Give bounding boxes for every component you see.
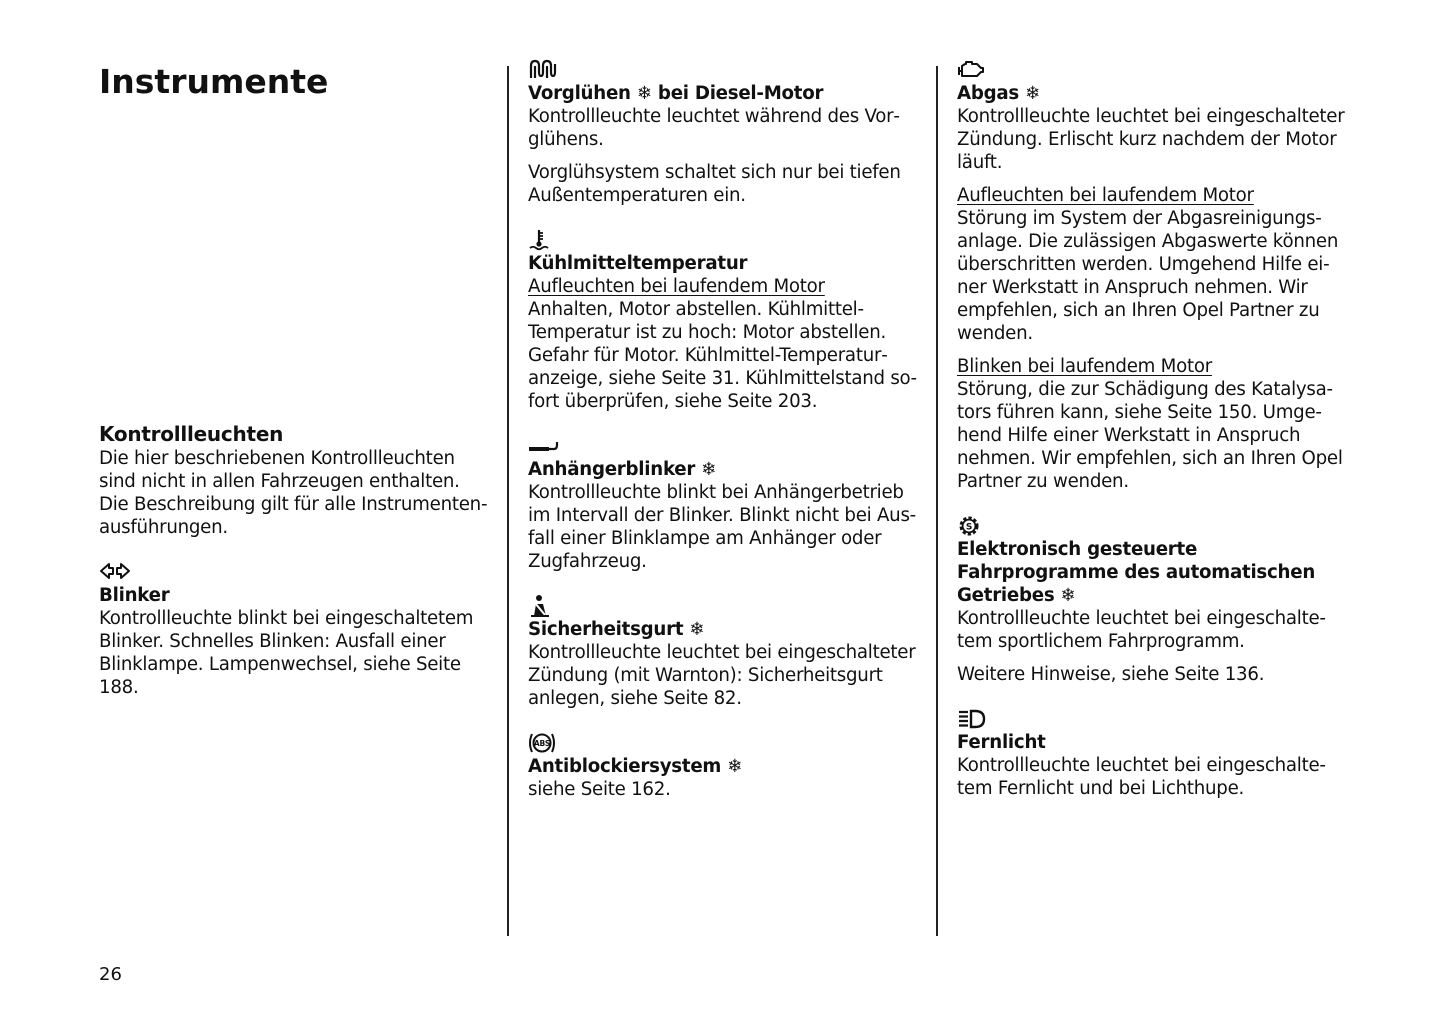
entry-text-blinker: Kontrollleuchte blinkt bei eingeschaltetem Blinker. Schnelles Blinken: Ausfall einer Blinklampe. Lampenwechsel, siehe Seite 188. [99,608,474,698]
entry-title-blinker: Blinker [99,585,170,606]
entry-sub-abgas-2 [957,355,1352,378]
entry-title-text: Vorglühen [528,83,631,104]
entry-title-text: Abgas [957,83,1019,104]
entry-text-getriebe-1: Kontrollleuchte leuchtet bei eingeschaltetem sportlichem Fahrprogramm. [957,608,1326,652]
snowflake-icon: ❄ [1060,585,1076,606]
entry-blinker [99,560,494,699]
entry-gurt [528,594,923,710]
turn-signal-arrows-icon [99,560,494,584]
entry-abs [528,731,923,801]
glow-plug-icon [528,58,923,82]
trailer-icon [528,434,923,458]
entry-title-kuehlmittel: Kühlmitteltemperatur [528,253,748,274]
snowflake-icon: ❄ [727,756,743,777]
entry-vorgluehen [528,58,923,207]
section-intro-text: Die hier beschriebenen Kontrollleuchten sind nicht in allen Fahrzeugen enthalten. Die Beschreibung gilt für alle Instrumentenausführungen. [99,448,488,538]
entry-getriebe [957,514,1352,686]
column-divider-left [507,66,509,936]
page-title: Instrumente [99,62,329,101]
entry-abgas [957,58,1352,493]
entry-text-fernlicht: Kontrollleuchte leuchtet bei eingeschaltetem Fernlicht und bei Lichthupe. [957,755,1326,799]
entry-title-vorgluehen [528,82,923,105]
snowflake-icon: ❄ [689,619,705,640]
entry-subtitle-abgas-1: Aufleuchten bei laufendem Motor [957,185,1254,206]
entry-title-suffix: bei Diesel-Motor [657,83,824,104]
column-middle [528,58,923,801]
entry-text-getriebe-2: Weitere Hinweise, siehe Seite 136. [957,664,1265,685]
sport-mode-gear-icon [957,514,1352,538]
seatbelt-icon [528,594,923,618]
engine-check-icon [957,58,1352,82]
entry-title-text: Sicherheitsgurt [528,619,684,640]
entry-text-anhaenger: Kontrollleuchte blinkt bei Anhängerbetrieb im Intervall der Blinker. Blinkt nicht bei Ausfall einer Blinklampe am Anhänger oder Zugfahrzeug. [528,482,917,572]
entry-text-kuehlmittel: Anhalten, Motor abstellen. Kühlmittel-Temperatur ist zu hoch: Motor abstellen. Gefahr für Motor. Kühlmittel-Temperaturanzeige, siehe Seite 31. Kühlmittelstand sofort überprüfen, siehe Seite 203. [528,299,918,412]
entry-text-gurt: Kontrollleuchte leuchtet bei eingeschalteter Zündung (mit Warnton): Sicherheitsgurt anlegen, siehe Seite 82. [528,642,916,709]
entry-text-abgas-1: Störung im System der Abgasreinigungsanlage. Die zulässigen Abgaswerte können überschritten werden. Umgehend Hilfe einer Werkstatt in Anspruch nehmen. Wir empfehlen, sich an Ihren Opel Partner zu wenden. [957,208,1339,344]
entry-title-anhaenger [528,458,923,481]
svg-text:S: S [965,522,973,533]
snowflake-icon: ❄ [701,459,717,480]
page-number: 26 [99,964,122,985]
section-heading-kontrollleuchten: Kontrollleuchten [99,422,284,446]
high-beam-icon [957,707,1352,731]
coolant-temperature-icon [528,228,923,252]
entry-text-abs: siehe Seite 162. [528,779,671,800]
entry-sub-abgas-1 [957,184,1352,207]
entry-title-text: Antiblockiersystem [528,756,722,777]
entry-kuehlmittel [528,228,923,413]
entry-title-text: Anhängerblinker [528,459,696,480]
entry-title-abgas [957,82,1352,105]
entry-text-vorgluehen-1: Kontrollleuchte leuchtet während des Vorglühens. [528,106,900,150]
entry-subtitle-kuehlmittel: Aufleuchten bei laufendem Motor [528,276,825,297]
column-divider-right [936,66,938,936]
entry-title-gurt [528,618,923,641]
entry-fernlicht [957,707,1352,800]
entry-title-getriebe [957,538,1352,607]
abs-icon [528,731,923,755]
snowflake-icon: ❄ [636,83,652,104]
entry-title-abs [528,755,923,778]
snowflake-icon: ❄ [1025,83,1041,104]
entry-title-fernlicht: Fernlicht [957,732,1046,753]
column-left [99,58,494,699]
entry-anhaenger [528,434,923,573]
abs-icon-label: ABS [533,739,551,748]
column-right [957,58,1352,800]
entry-subtitle-abgas-2: Blinken bei laufendem Motor [957,356,1212,377]
entry-text-abgas-2: Störung, die zur Schädigung des Katalysators führen kann, siehe Seite 150. Umgehend Hilfe einer Werkstatt in Anspruch nehmen. Wir empfehlen, sich an Ihren Opel Partner zu wenden. [957,379,1343,492]
entry-title-text: Elektronisch gesteuerte Fahrprogramme des automatischen Getriebes [957,539,1316,606]
entry-text-abgas: Kontrollleuchte leuchtet bei eingeschalteter Zündung. Erlischt kurz nachdem der Motor läuft. [957,106,1345,173]
entry-text-vorgluehen-2: Vorglühsystem schaltet sich nur bei tiefen Außentemperaturen ein. [528,162,901,206]
